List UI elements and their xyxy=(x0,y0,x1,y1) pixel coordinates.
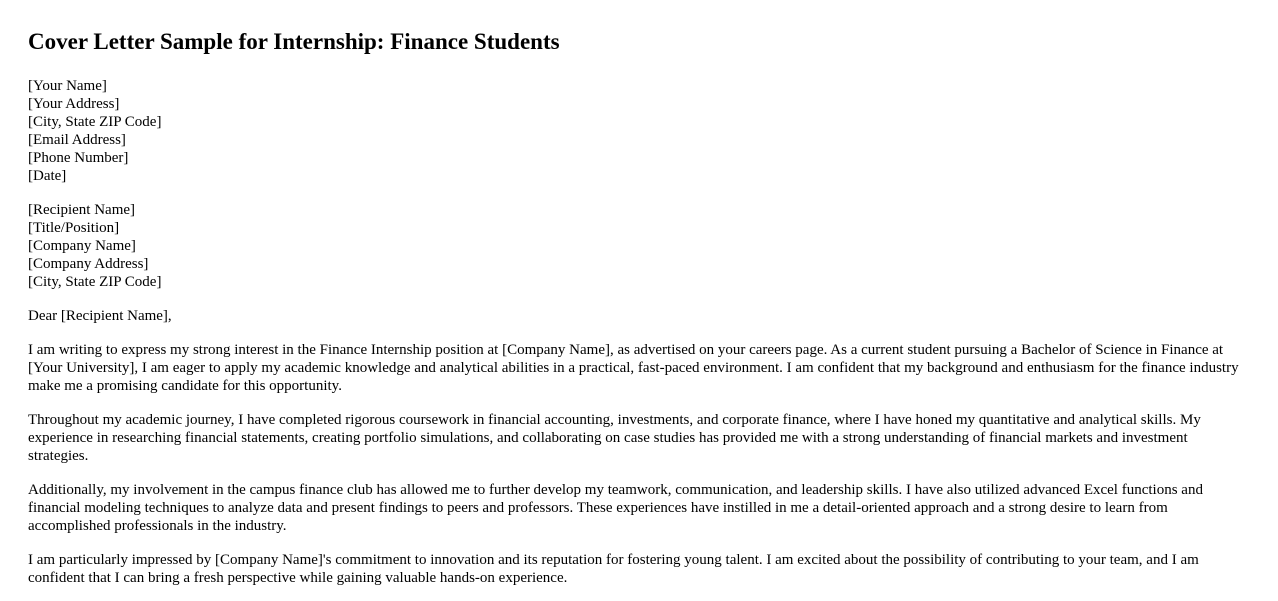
recipient-city-state-zip: [City, State ZIP Code] xyxy=(28,274,162,290)
letter-date: [Date] xyxy=(28,168,67,184)
body-paragraph-company: I am particularly impressed by [Company Name]'s commitment to innovation and its reputation for fostering young talent. I am excited about the possibility of contributing to your team, and I am confident that I can bring a fresh perspective while gaining valuable hands-on experience. xyxy=(28,552,1199,586)
sender-city-state-zip: [City, State ZIP Code] xyxy=(28,114,162,130)
sender-phone: [Phone Number] xyxy=(28,150,129,166)
recipient-address-block xyxy=(28,201,1250,291)
salutation: Dear [Recipient Name], xyxy=(28,308,172,324)
recipient-company-address: [Company Address] xyxy=(28,256,149,272)
recipient-name: [Recipient Name] xyxy=(28,202,136,218)
recipient-title: [Title/Position] xyxy=(28,220,120,236)
body-paragraph-intro: I am writing to express my strong interest in the Finance Internship position at [Company Name], as advertised on your careers page. As a current student pursuing a Bachelor of Science in Finance at [Your University], I am eager to apply my academic knowledge and analytical abilities in a practical, fast-paced environment. I am confident that my background and enthusiasm for the finance industry make me a promising candidate for this opportunity. xyxy=(28,342,1239,394)
sender-address-block xyxy=(28,77,1250,185)
body-paragraph-academics: Throughout my academic journey, I have completed rigorous coursework in financial accounting, investments, and corporate finance, where I have honed my quantitative and analytical skills. My experience in researching financial statements, creating portfolio simulations, and collaborating on case studies has provided me with a strong understanding of financial markets and investment strategies. xyxy=(28,412,1201,464)
body-paragraph-activities: Additionally, my involvement in the campus finance club has allowed me to further develop my teamwork, communication, and leadership skills. I have also utilized advanced Excel functions and financial modeling techniques to analyze data and present findings to peers and professors. These experiences have instilled in me a detail-oriented approach and a strong desire to learn from accomplished professionals in the industry. xyxy=(28,482,1203,534)
sender-name: [Your Name] xyxy=(28,78,107,94)
page-title: Cover Letter Sample for Internship: Finance Students xyxy=(28,29,560,54)
recipient-company: [Company Name] xyxy=(28,238,136,254)
sender-address: [Your Address] xyxy=(28,96,120,112)
sender-email: [Email Address] xyxy=(28,132,126,148)
